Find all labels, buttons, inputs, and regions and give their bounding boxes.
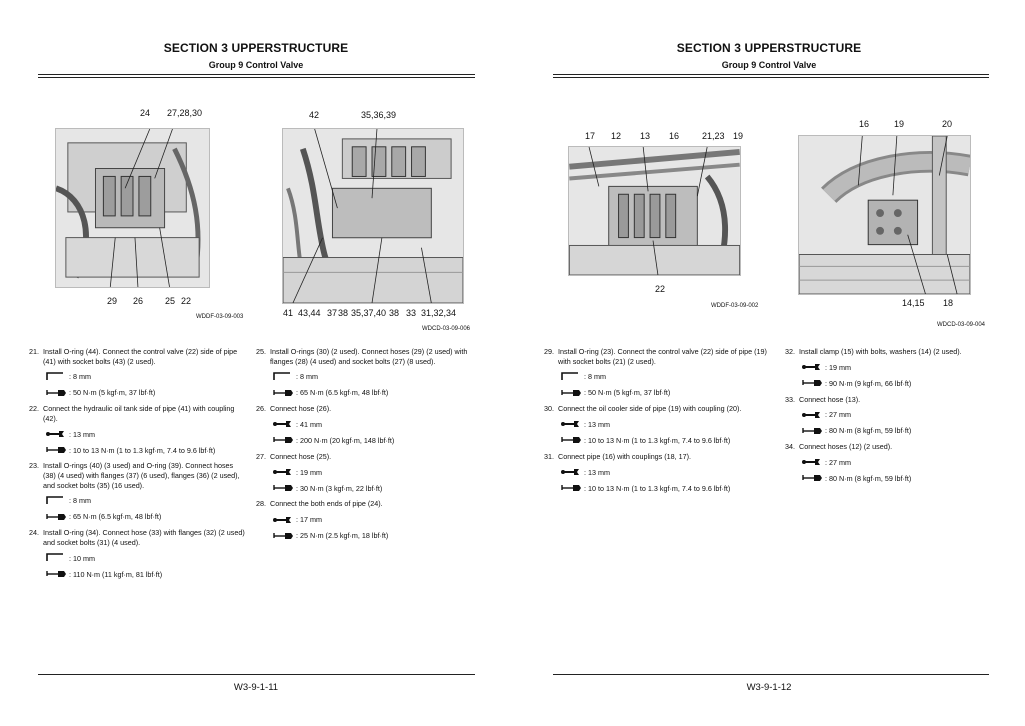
wrench-icon [801,361,825,374]
tool-spec [801,458,993,468]
torque-wrench-icon [801,425,825,438]
step-text: Install O-rings (40) (3 used) and O-ring (39). Connect hoses (38) (4 used) with flanges (37) (6 used), flanges (36) (2 used), and socket bolts (35) (16 used). [43,461,240,490]
torque-wrench-icon [272,387,296,400]
step-text: Connect hose (26). [270,404,332,414]
figure-callout: 22 [655,284,666,294]
torque-wrench-icon [272,434,296,447]
instruction-step [27,528,247,547]
step-number: 33. [785,394,795,404]
spec-value: : 8 mm [69,372,91,382]
torque-wrench-icon [45,568,69,581]
figure-callout: 41 [283,308,294,318]
spec-value: : 8 mm [69,496,91,506]
wrench-icon [560,418,584,431]
figure-callout: 13 [640,131,651,141]
tool-spec [272,436,474,446]
spec-value: : 65 N·m (6.5 kgf·m, 48 lbf·ft) [296,388,389,398]
spec-value: : 10 mm [69,553,95,563]
tool-spec [801,363,993,373]
spec-value: : 50 N·m (5 kgf·m, 37 lbf·ft) [584,388,671,398]
instruction-column [542,347,767,499]
step-number: 24. [29,528,39,538]
page-number: W3-9-1-11 [233,682,279,693]
instruction-step [254,404,474,414]
page-number: W3-9-1-12 [746,682,792,693]
figure-callout: 19 [894,119,905,129]
figure-code: WDDF-03-09-002 [711,303,759,309]
instruction-step [27,404,247,423]
tool-spec [45,445,247,455]
figure-callout: 37 [327,308,338,318]
instruction-step [783,442,993,452]
hex-key-icon [272,371,296,384]
machinery-illustration [799,136,970,294]
instruction-column [783,347,993,490]
figure-callout: 16 [859,119,870,129]
figure-callout: 17 [585,131,596,141]
figure-image [55,128,210,288]
step-text: Install O-rings (30) (2 used). Connect hoses (29) (2 used) with flanges (28) (4 used) and socket bolts (27) (8 used). [270,347,468,366]
step-number: 22. [29,404,39,414]
figure-callout: 35,37,40 [351,308,387,318]
figure-callout: 29 [107,296,118,306]
step-text: Connect hose (13). [799,394,861,404]
tool-spec [801,379,993,389]
tool-spec [45,553,247,563]
footer-rule [553,674,989,675]
wrench-icon [45,428,69,441]
step-number: 31. [544,451,554,461]
tool-spec [560,372,767,382]
step-number: 21. [29,347,39,356]
torque-wrench-icon [801,472,825,485]
tool-spec [45,569,247,579]
tool-spec [272,420,474,430]
figure-callout: 42 [309,110,320,120]
tool-spec [272,531,474,541]
tool-spec [560,420,767,430]
figure-callout: 43,44 [298,308,321,318]
step-text: Install O-ring (44). Connect the control valve (22) side of pipe (41) with socket bolts (43) (2 used). [43,347,238,366]
spec-value: : 30 N·m (3 kgf·m, 22 lbf·ft) [296,483,383,493]
figure-callout: 38 [338,308,349,318]
figure-callout: 31,32,34 [421,308,457,318]
torque-wrench-icon [560,387,584,400]
wrench-icon [560,466,584,479]
group-title: Group 9 Control Valve [208,60,304,70]
figure-callout: 18 [943,298,954,308]
spec-value: : 19 mm [825,362,851,372]
spec-value: : 13 mm [69,429,95,439]
step-text: Connect the oil cooler side of pipe (19) with coupling (20). [558,404,742,414]
tool-spec [272,372,474,382]
instruction-column [27,347,247,585]
tool-spec [560,467,767,477]
right-page [513,0,1025,726]
spec-value: : 19 mm [296,467,322,477]
instruction-step [542,404,767,414]
instruction-step [27,461,247,490]
spec-value: : 25 N·m (2.5 kgf·m, 18 lbf·ft) [296,531,389,541]
machinery-illustration [569,147,740,275]
step-number: 28. [256,499,266,509]
torque-wrench-icon [45,511,69,524]
instruction-column [254,347,474,547]
instruction-step [254,347,474,366]
left-page [0,0,512,726]
header-rule [38,77,475,78]
tool-spec [45,372,247,382]
figure-callout: 16 [669,131,680,141]
torque-wrench-icon [272,530,296,543]
tool-spec [801,410,993,420]
tool-spec [272,515,474,525]
header-rule [553,77,989,78]
figure-image [798,135,971,295]
figure-image [282,128,464,304]
wrench-icon [801,456,825,469]
tool-spec [560,388,767,398]
spec-value: : 50 N·m (5 kgf·m, 37 lbf·ft) [69,388,156,398]
wrench-icon [272,466,296,479]
tool-spec [45,512,247,522]
step-text: Connect the both ends of pipe (24). [270,499,383,509]
tool-spec [45,388,247,398]
section-title: SECTION 3 UPPERSTRUCTURE [676,41,862,55]
hex-key-icon [45,495,69,508]
spec-value: : 90 N·m (9 kgf·m, 66 lbf·ft) [825,378,912,388]
spec-value: : 27 mm [825,410,851,420]
figure-code: WDDF-03-09-003 [196,314,244,320]
figure-callout: 26 [133,296,144,306]
spec-value: : 27 mm [825,457,851,467]
figure-callout: 19 [733,131,744,141]
spec-value: : 10 to 13 N·m (1 to 1.3 kgf·m, 7.4 to 9.6 lbf·ft) [69,445,216,455]
tool-spec [272,467,474,477]
group-title: Group 9 Control Valve [721,60,817,70]
tool-spec [801,474,993,484]
figure-callout: 35,36,39 [361,110,397,120]
spec-value: : 41 mm [296,419,322,429]
figure-callout: 20 [942,119,953,129]
instruction-step [27,347,247,366]
figure-callout: 27,28,30 [167,108,203,118]
header-rule [38,74,475,75]
spec-value: : 65 N·m (6.5 kgf·m, 48 lbf·ft) [69,512,162,522]
instruction-step [254,499,474,509]
spec-value: : 13 mm [584,467,610,477]
torque-wrench-icon [560,482,584,495]
tool-spec [801,426,993,436]
tool-spec [45,429,247,439]
step-text: Connect the hydraulic oil tank side of pipe (41) with coupling (42). [43,404,235,423]
step-text: Connect hoses (12) (2 used). [799,442,893,452]
figure-code: WDCD-03-09-004 [937,322,986,328]
tool-spec [45,496,247,506]
tool-spec [272,483,474,493]
tool-spec [272,388,474,398]
tool-spec [560,436,767,446]
instruction-step [254,452,474,462]
spec-value: : 200 N·m (20 kgf·m, 148 lbf·ft) [296,435,395,445]
hex-key-icon [45,552,69,565]
hex-key-icon [45,371,69,384]
step-number: 26. [256,404,266,414]
spec-value: : 10 to 13 N·m (1 to 1.3 kgf·m, 7.4 to 9.6 lbf·ft) [584,435,731,445]
torque-wrench-icon [272,482,296,495]
machinery-illustration [56,129,209,287]
step-text: Install clamp (15) with bolts, washers (14) (2 used). [799,347,962,356]
torque-wrench-icon [801,377,825,390]
torque-wrench-icon [560,434,584,447]
figure-callout: 21,23 [702,131,725,141]
step-text: Install O-ring (34). Connect hose (33) with flanges (32) (2 used) and socket bolts (31) (4 used). [43,528,245,547]
step-number: 30. [544,404,554,414]
figure-callout: 25 [165,296,176,306]
instruction-step [783,347,993,357]
wrench-icon [801,409,825,422]
spec-value: : 8 mm [296,372,318,382]
machinery-illustration [283,129,463,303]
spec-value: : 17 mm [296,515,322,525]
step-number: 34. [785,442,795,452]
spec-value: : 8 mm [584,372,606,382]
spec-value: : 13 mm [584,419,610,429]
header-rule [553,74,989,75]
wrench-icon [272,418,296,431]
step-number: 32. [785,347,795,356]
torque-wrench-icon [45,387,69,400]
figure-callout: 33 [406,308,417,318]
step-number: 23. [29,461,39,471]
spec-value: : 80 N·m (8 kgf·m, 59 lbf·ft) [825,426,912,436]
figure-callout: 12 [611,131,622,141]
figure-callout: 14,15 [902,298,925,308]
tool-spec [560,483,767,493]
step-text: Connect hose (25). [270,451,332,461]
figure-image [568,146,741,276]
hex-key-icon [560,371,584,384]
spec-value: : 10 to 13 N·m (1 to 1.3 kgf·m, 7.4 to 9.6 lbf·ft) [584,483,731,493]
wrench-icon [272,514,296,527]
step-number: 25. [256,347,266,356]
section-title: SECTION 3 UPPERSTRUCTURE [163,41,349,55]
figure-callout: 38 [389,308,400,318]
step-number: 29. [544,347,554,356]
step-text: Install O-ring (23). Connect the control valve (22) side of pipe (19) with socket bolts (21) (2 used). [558,347,767,366]
figure-code: WDCD-03-09-006 [422,326,471,332]
footer-rule [38,674,475,675]
figure-callout: 24 [140,108,151,118]
instruction-step [542,347,767,366]
instruction-step [783,395,993,405]
figure-callout: 22 [181,296,192,306]
spec-value: : 110 N·m (11 kgf·m, 81 lbf·ft) [69,569,163,579]
step-number: 27. [256,451,266,461]
torque-wrench-icon [45,444,69,457]
spec-value: : 80 N·m (8 kgf·m, 59 lbf·ft) [825,473,912,483]
step-text: Connect pipe (16) with couplings (18, 17). [558,451,692,461]
instruction-step [542,452,767,462]
